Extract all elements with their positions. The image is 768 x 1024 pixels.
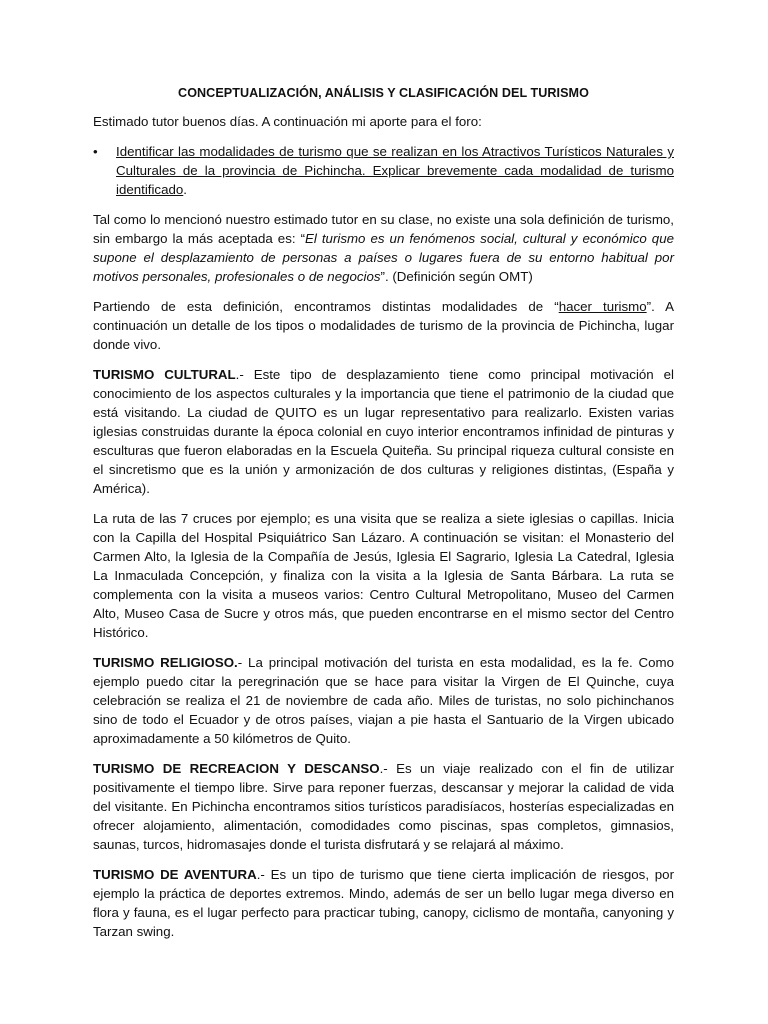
task-text: Identificar las modalidades de turismo que se realizan en los Atractivos Turísticos Naturales y Culturales de la provincia de Pichincha. Explicar brevemente cada modalidad de turismo identificado — [116, 144, 674, 197]
task-period: . — [183, 182, 187, 197]
aventura-heading: TURISMO DE AVENTURA — [93, 867, 257, 882]
religioso-paragraph — [93, 653, 674, 748]
modalities-after: ”. A continuación un detalle de los tipos o modalidades de turismo de la provincia de Pichincha, lugar donde vivo. — [93, 299, 674, 352]
greeting-paragraph: Estimado tutor buenos días. A continuación mi aporte para el foro: — [93, 114, 482, 129]
bullet-icon: • — [93, 144, 98, 159]
religioso-text: - La principal motivación del turista en esta modalidad, es la fe. Como ejemplo puedo citar la peregrinación que se hace para visitar la Virgen de El Quinche, cuya celebración se realiza el 21 de noviembre de cada año. Miles de turistas, no solo pichinchanos sino de todo el Ecuador y de otros países, viajan a pie hasta el Santuario de la Virgen ubicado aproximadamente a 50 kilómetros de Quito. — [93, 655, 674, 746]
task-bullet-item — [93, 142, 674, 199]
religioso-heading: TURISMO RELIGIOSO. — [93, 655, 238, 670]
recreacion-text: .- Es un viaje realizado con el fin de utilizar positivamente el tiempo libre. Sirve para reponer fuerzas, descansar y mejorar la calidad de vida del visitante. En Pichincha encontramos sitios turísticos paradisíacos, hosterías especializadas en ofrecer alojamiento, alimentación, comodidades como piscinas, spas completos, gimnasios, saunas, turcos, hidromasajes donde el turista disfrutará y se relajará al máximo. — [93, 761, 675, 852]
cultural-text: .- Este tipo de desplazamiento tiene como principal motivación el conocimiento de los aspectos culturales y la importancia que tiene el patrimonio de la ciudad que está visitando. La ciudad de QUITO es un lugar representativo para realizarlo. Existen varias iglesias construidas durante la época colonial en cuyo interior encontramos infinidad de pinturas y esculturas que fueron elaboradas en la Escuela Quiteña. Su principal riqueza cultural consiste en el sincretismo que es la unión y armonización de dos culturas y religiones distintas, (España y América). — [93, 367, 674, 496]
cultural-heading: TURISMO CULTURAL — [93, 367, 236, 382]
aventura-paragraph — [93, 865, 674, 941]
modalities-before: Partiendo de esta definición, encontramos distintas modalidades de “ — [93, 299, 559, 314]
modalities-underlined: hacer turismo — [558, 299, 647, 314]
definition-quote: El turismo es un fenómenos social, cultural y económico que supone el desplazamiento de personas a países o lugares fuera de su entorno habitual por motivos personales, profesionales o de negocios — [93, 231, 674, 284]
definition-paragraph — [93, 210, 674, 286]
aventura-text: .- Es un tipo de turismo que tiene cierta implicación de riesgos, por ejemplo la práctica de deportes extremos. Mindo, además de ser un bello lugar mega diverso en flora y fauna, es el lugar perfecto para practicar tubing, canopy, ciclismo de montaña, canyoning y Tarzan swing. — [93, 867, 674, 939]
definition-outro: ”. (Definición según OMT) — [380, 269, 533, 284]
document-title: CONCEPTUALIZACIÓN, ANÁLISIS Y CLASIFICACIÓN DEL TURISMO — [178, 86, 589, 100]
ruta-paragraph: La ruta de las 7 cruces por ejemplo; es una visita que se realiza a siete iglesias o capillas. Inicia con la Capilla del Hospital Psiquiátrico San Lázaro. A continuación se visitan: el Monasterio del Carmen Alto, la Iglesia de la Compañía de Jesús, Iglesia El Sagrario, Iglesia La Catedral, Iglesia La Inmaculada Concepción, y finaliza con la visita a la Iglesia de Santa Bárbara. La ruta se complementa con la visita a museos varios: Centro Cultural Metropolitano, Museo del Carmen Alto, Museo Casa de Sucre y otros más, que pueden encontrarse en el mismo sector del Centro Histórico. — [93, 511, 674, 640]
cultural-paragraph — [93, 365, 674, 498]
definition-intro: Tal como lo mencionó nuestro estimado tutor en su clase, no existe una sola definición de turismo, sin embargo la más aceptada es: “ — [93, 212, 674, 246]
recreacion-paragraph — [93, 759, 674, 854]
task-bullet-list — [93, 142, 674, 199]
recreacion-heading: TURISMO DE RECREACION Y DESCANSO — [93, 761, 380, 776]
modalities-paragraph — [93, 297, 674, 354]
